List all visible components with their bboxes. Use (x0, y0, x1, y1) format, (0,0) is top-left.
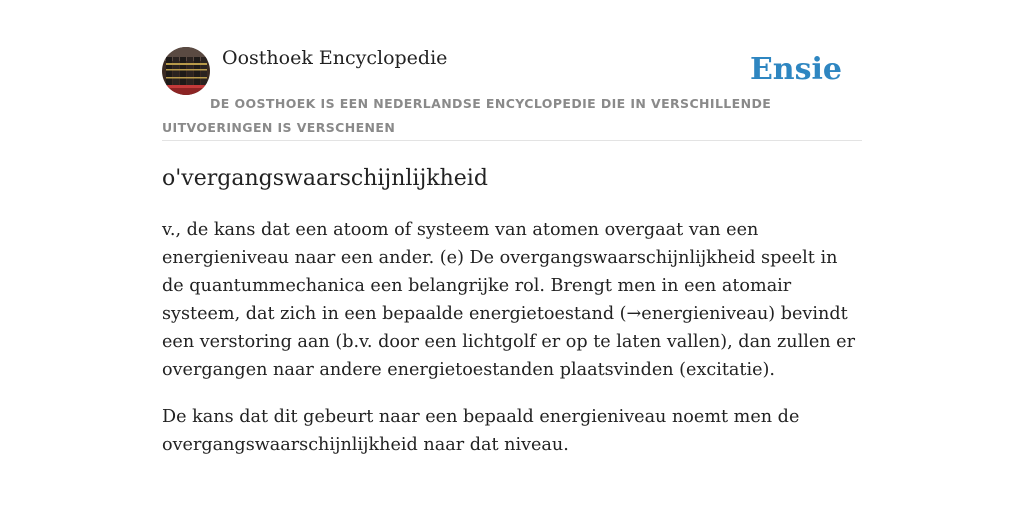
entry-content (162, 162, 862, 478)
entry-paragraph-1 (162, 216, 862, 384)
encyclopedia-books-icon[interactable] (162, 47, 210, 95)
entry-title: o'vergangswaarschijnlijkheid (162, 166, 488, 191)
paragraph-text: v., de kans dat een atoom of systeem van atomen overgaat van een energieniveau naar een ander. (e) De overgangswaarschijnlijkheid speelt in de quantummechanica een belangrijke rol. Brengt men in een atomair systeem, dat zich in een bepaalde energietoestand ( (162, 220, 838, 324)
header (162, 46, 862, 141)
entry-paragraph-2: De kans dat dit gebeurt naar een bepaald energieniveau noemt men de overgangswaarschijnlijkheid naar dat niveau. (162, 407, 800, 455)
source-tagline: DE OOSTHOEK IS EEN NEDERLANDSE ENCYCLOPEDIE DIE IN VERSCHILLENDE UITVOERINGEN IS VERSCHENEN (162, 96, 772, 135)
paragraph-text: ) bevindt een verstoring aan (b.v. door een lichtgolf er op te laten vallen), dan zullen er overgangen naar andere energietoestanden plaatsvinden (excitatie). (162, 304, 855, 380)
ensie-logo[interactable]: Ensie (749, 52, 842, 87)
energieniveau-link[interactable]: →energieniveau (626, 304, 769, 324)
source-name[interactable]: Oosthoek Encyclopedie (222, 47, 448, 69)
